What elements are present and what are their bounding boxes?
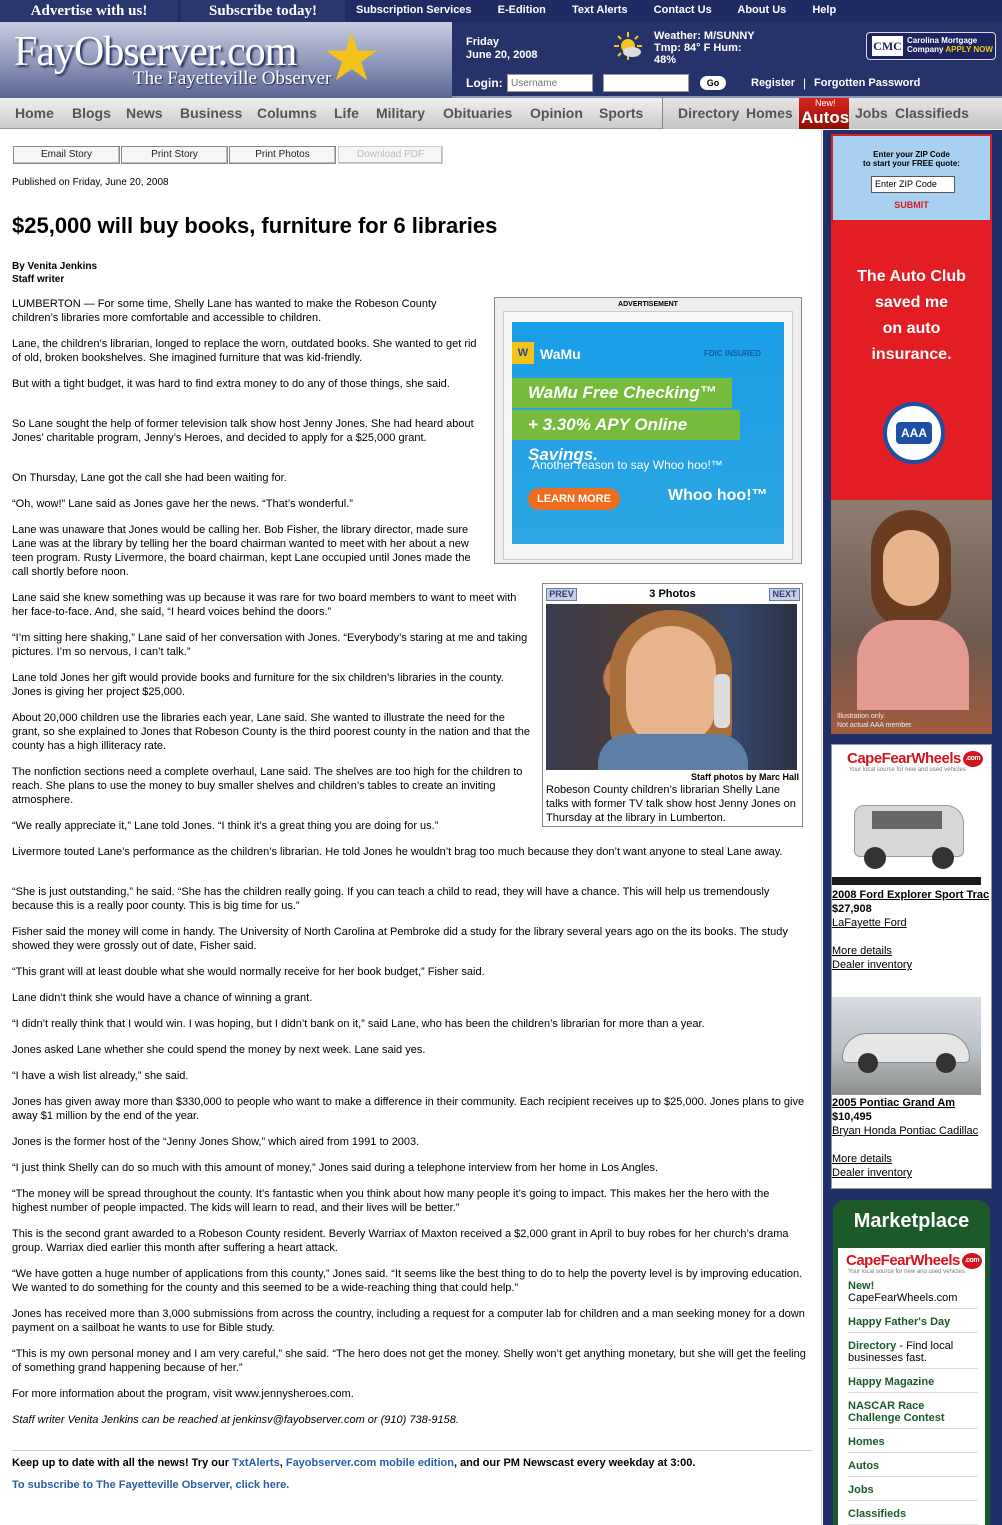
- whoo-hoo-text: Whoo hoo!™: [668, 487, 768, 504]
- car-wheel: [864, 847, 886, 869]
- wamu-logo-icon: W: [512, 342, 534, 364]
- article-paragraph: “This grant will at least double what she would normally receive for her book budget,” Fisher said.: [12, 966, 485, 978]
- mk-item-label: Classifieds: [848, 1508, 907, 1520]
- marketplace-item[interactable]: [848, 1316, 978, 1333]
- wamu-banner[interactable]: [512, 322, 784, 544]
- byline: [12, 260, 97, 286]
- car-dealer-link[interactable]: LaFayette Ford: [832, 917, 907, 929]
- marketplace-panel: [833, 1200, 990, 1525]
- woman-face: [883, 530, 939, 606]
- woman-shirt: [857, 620, 969, 710]
- car-listing-2: [832, 1096, 992, 1180]
- fdic-label: FDIC INSURED: [704, 349, 761, 358]
- car-price: $27,908: [832, 903, 872, 915]
- mk-item-label: Happy Father's Day: [848, 1316, 951, 1328]
- top-links: [356, 0, 859, 22]
- main-nav: [0, 98, 1002, 129]
- marketplace-item[interactable]: [848, 1340, 978, 1369]
- nav-jobs[interactable]: Jobs: [855, 105, 888, 121]
- weather-info: [654, 30, 755, 66]
- download-pdf-button: Download PDF: [338, 146, 443, 164]
- aaa-logo-text: AAA: [896, 422, 932, 444]
- masthead: [0, 22, 1002, 98]
- mk-item-desc: CapeFearWheels.com: [848, 1292, 958, 1304]
- nav-blogs[interactable]: Blogs: [72, 105, 111, 121]
- article-paragraph: Lane told Jones her gift would provide books and furniture for the six children’s libraries in the county. Jones is giving her project $25,000.: [12, 672, 504, 698]
- marketplace-item[interactable]: [848, 1280, 978, 1309]
- aaa-line2: saved me: [875, 294, 948, 311]
- article-paragraph: Jones has received more than 3,000 submissions from across the country, including a request for a computer lab for children and a man seeking money for a down payment on a sailboat he wants to use for Bible study.: [12, 1308, 805, 1334]
- article-paragraph: Lane, the children’s librarian, longed to replace the worn, outdated books. She wanted to get rid of old, broken bookshelves. She imagined furniture that was kid-friendly.: [12, 338, 477, 364]
- article-paragraph: “The money will be spread throughout the county. It’s fantastic when you think about how many people it’s going to impact. This makes her the hero with the highest number of people impacted. The kids will learn to read, and their lives will be better.”: [12, 1188, 770, 1214]
- aaa-note1: Illustration only.: [837, 713, 886, 720]
- help-link[interactable]: Help: [812, 4, 837, 16]
- article-paragraph: Lane didn’t think she would have a chance of winning a grant.: [12, 992, 313, 1004]
- nav-columns[interactable]: Columns: [257, 105, 317, 121]
- print-story-button[interactable]: Print Story: [121, 146, 228, 164]
- about-us-link[interactable]: About Us: [737, 4, 787, 16]
- car-window: [872, 811, 942, 829]
- pontiac-grand-am-photo[interactable]: [832, 997, 981, 1095]
- site-logo[interactable]: [0, 22, 452, 98]
- article-paragraph: Jones has given away more than $330,000 to people who want to make a difference in their community. Each recipient receives up to $25,000. Jones plans to give away $1 million by the end of the year.: [12, 1096, 805, 1122]
- article-paragraph: Staff writer Venita Jenkins can be reached at jenkinsv@fayobserver.com or (910) 738-9158.: [12, 1414, 459, 1426]
- learn-more-button[interactable]: LEARN MORE: [528, 488, 620, 510]
- logo-subtitle: The Fayetteville Observer: [133, 68, 332, 89]
- mortgage-line1: Carolina Mortgage: [907, 36, 978, 45]
- mk-item-label: Homes: [848, 1436, 885, 1448]
- email-story-button[interactable]: Email Story: [13, 146, 120, 164]
- marketplace-item[interactable]: [848, 1376, 978, 1393]
- marketplace-item[interactable]: [848, 1484, 978, 1501]
- car-photo-strip: [832, 877, 981, 885]
- librarian-photo[interactable]: [546, 604, 797, 770]
- weather-temp-humidity: Tmp: 84° F Hum:: [654, 42, 742, 54]
- zip-submit-button[interactable]: SUBMIT: [894, 200, 929, 210]
- article-paragraph: On Thursday, Lane got the call she had been waiting for.: [12, 472, 287, 484]
- article-paragraph: “I didn’t really think that I would win. I was hoping, but I didn’t bank on it,” said Lane, who has been the children’s librarian for more than a year.: [12, 1018, 705, 1030]
- newsletter-promo: [12, 1450, 812, 1469]
- mobile-edition-link[interactable]: Fayobserver.com mobile edition: [285, 1457, 454, 1469]
- print-photos-button[interactable]: Print Photos: [229, 146, 336, 164]
- marketplace-title: Marketplace: [853, 1210, 970, 1232]
- cfw-tagline: Your local source for new and used vehicles: [849, 767, 966, 773]
- marketplace-item[interactable]: [848, 1460, 978, 1477]
- promo-prefix: Keep up to date with all the news! Try our: [12, 1457, 233, 1469]
- ad-label: ADVERTISEMENT: [618, 301, 678, 308]
- dealer-inventory-link[interactable]: Dealer inventory: [832, 959, 913, 971]
- cfw-dotcom-icon: .com: [963, 751, 983, 767]
- article-paragraph: Jones is the former host of the “Jenny Jones Show,” which aired from 1991 to 2003.: [12, 1136, 420, 1148]
- top-bar: [0, 0, 1002, 22]
- password-input[interactable]: [603, 74, 689, 92]
- marketplace-item[interactable]: [848, 1436, 978, 1453]
- register-link[interactable]: Register: [751, 77, 796, 89]
- wamu-ad[interactable]: [494, 297, 802, 564]
- subscription-services-link[interactable]: Subscription Services: [356, 4, 472, 16]
- sunny-weather-icon: [612, 30, 644, 62]
- capefearwheels-logo[interactable]: [847, 750, 983, 767]
- separator: |: [803, 76, 807, 90]
- nav-home[interactable]: Home: [15, 105, 54, 121]
- nav-directory[interactable]: Directory: [678, 105, 740, 121]
- mk-item-label: New!: [848, 1280, 875, 1292]
- day-label: Friday: [466, 36, 500, 48]
- marketplace-item[interactable]: [848, 1400, 978, 1429]
- more-details-link[interactable]: More details: [832, 945, 892, 957]
- ford-explorer-photo[interactable]: [832, 789, 981, 887]
- mortgage-ad[interactable]: [866, 32, 996, 60]
- aaa-line4: insurance.: [871, 346, 952, 363]
- subscribe-click-link[interactable]: To subscribe to The Fayetteville Observer, click here.: [12, 1479, 290, 1491]
- article-paragraph: For more information about the program, visit www.jennysheroes.com.: [12, 1388, 354, 1400]
- article-paragraph: LUMBERTON — For some time, Shelly Lane has wanted to make the Robeson County children’s libraries more comfortable and accessible to children.: [12, 298, 437, 324]
- nav-business[interactable]: Business: [180, 105, 243, 121]
- mk-item-label: NASCAR Race Challenge Contest: [848, 1400, 945, 1424]
- sidebar: [823, 130, 1002, 1525]
- car-title-link[interactable]: 2005 Pontiac Grand Am: [832, 1097, 956, 1109]
- car-wheel: [932, 847, 954, 869]
- zip-quote-ad: [831, 134, 992, 222]
- txtalerts-link[interactable]: TxtAlerts: [232, 1457, 280, 1469]
- date-display: [466, 36, 538, 62]
- weather-condition: Weather: M/SUNNY: [654, 30, 755, 42]
- forgotten-password-link[interactable]: Forgotten Password: [814, 77, 921, 89]
- zip-title-line1: Enter your ZIP Code: [873, 150, 950, 159]
- nav-opinion[interactable]: Opinion: [530, 105, 583, 121]
- autos-label: Autos: [801, 108, 850, 127]
- car-listing-1: [832, 888, 992, 972]
- photo-caption: Robeson County children’s librarian Shelly Lane talks with former TV talk show host Jenny Jones on Thursday at the library in Lumberton.: [546, 784, 796, 824]
- logo-title: FayObserver.com: [14, 29, 297, 75]
- article-paragraph: “I’m sitting here shaking,” Lane said of her conversation with Jones. “Everybody’s staring at me and taking pictures. I’m so nervous, I can’t talk.”: [12, 632, 528, 658]
- star-icon: ★: [322, 22, 382, 94]
- nav-news[interactable]: News: [126, 105, 163, 121]
- marketplace-cfw-logo[interactable]: [846, 1252, 982, 1269]
- nav-military[interactable]: Military: [376, 105, 426, 121]
- article-paragraph: Lane said she knew something was up because it was rare for two board members to want to meet with her face-to-face. And, she said, “I heard voices behind the doors.”: [12, 592, 517, 618]
- marketplace-list: [838, 1248, 985, 1525]
- article-paragraph: Jones asked Lane whether she could spend the money by next week. Lane said yes.: [12, 1044, 426, 1056]
- free-checking-banner: WaMu Free Checking™: [512, 378, 732, 408]
- more-details-link[interactable]: More details: [832, 1153, 892, 1165]
- ad-frame: [503, 311, 793, 560]
- article-paragraph: “We have gotten a huge number of applications from this county,” Jones said. “It seems like the best thing to do to help the poverty level is by improving education. We wanted to do something for the county and this seemed to be a wide-reaching thing that could help.”: [12, 1268, 803, 1294]
- phone-icon: [714, 674, 730, 728]
- mk-item-label: Autos: [848, 1460, 880, 1472]
- article-paragraph: Fisher said the money will come in handy. The University of North Carolina at Pembroke did a study for the library several years ago on the its books. The study showed they were grossly out of date, Fisher said.: [12, 926, 788, 952]
- published-date: Published on Friday, June 20, 2008: [12, 177, 169, 188]
- nav-sports[interactable]: Sports: [599, 105, 644, 121]
- zip-code-input[interactable]: Enter ZIP Code: [871, 176, 955, 193]
- nav-life[interactable]: Life: [334, 105, 359, 121]
- photo-credit: Staff photos by Marc Hall: [690, 772, 799, 782]
- username-input[interactable]: [507, 74, 593, 92]
- article-paragraph: “We really appreciate it,” Lane told Jones. “I think it’s a great thing you are doing for us.”: [12, 820, 439, 832]
- mk-item-desc: - Find local businesses fast.: [848, 1340, 954, 1364]
- cfw-dotcom-icon: .com: [962, 1253, 982, 1269]
- aaa-line1: The Auto Club: [857, 268, 966, 285]
- car-dealer-link[interactable]: Bryan Honda Pontiac Cadillac: [832, 1125, 979, 1137]
- photo-count: 3 Photos: [649, 588, 696, 600]
- contact-us-link[interactable]: Contact Us: [653, 4, 712, 16]
- capefearwheels-ad: [831, 744, 992, 1189]
- article-paragraph: This is the second grant awarded to a Robeson County resident. Beverly Warriax of Maxton received a $2,000 grant in April to buy robes for her church’s drama group. Warriax died earlier this month after suffering a heart attack.: [12, 1228, 789, 1254]
- date-label: June 20, 2008: [466, 49, 538, 61]
- aaa-note2: Not actual AAA member.: [837, 722, 913, 729]
- cfw-logo-text: CapeFearWheels: [847, 750, 961, 767]
- nav-autos[interactable]: [799, 98, 849, 129]
- autos-new-badge: New!: [815, 98, 836, 108]
- text-alerts-link[interactable]: Text Alerts: [571, 4, 628, 16]
- mk-item-label: Jobs: [848, 1484, 874, 1496]
- nav-homes[interactable]: Homes: [746, 105, 793, 121]
- wamu-brand: WaMu: [540, 346, 581, 362]
- next-photo-button[interactable]: NEXT: [769, 588, 800, 601]
- article-paragraph: “Oh, wow!” Lane said as Jones gave her the news. “That’s wonderful.”: [12, 498, 353, 510]
- article-paragraph: “This is my own personal money and I am very careful,” she said. “The hero does not get the money. Shelly won’t get anything monetary, but she will get the feeling of something grand happening because of her.”: [12, 1348, 806, 1374]
- aaa-disclaimer: [837, 712, 913, 730]
- car-wheel: [936, 1053, 956, 1073]
- online-savings-banner: + 3.30% APY Online Savings.: [512, 410, 740, 440]
- aaa-ad[interactable]: [831, 222, 992, 500]
- subscribe-link[interactable]: Subscribe today!: [181, 0, 345, 22]
- article-paragraph: The nonfiction sections need a complete overhaul, Lane said. The shelves are too high for the children to reach. She plans to use the money to buy smaller shelves and children’s tables to create an inviting atmosphere.: [12, 766, 523, 806]
- article-paragraph: But with a tight budget, it was hard to find extra money to do any of those things, she said.: [12, 378, 450, 390]
- go-button[interactable]: Go: [700, 76, 726, 90]
- photo-gallery: [542, 583, 803, 827]
- car-wheel: [858, 1053, 878, 1073]
- mortgage-logo-icon: CMC: [872, 36, 903, 56]
- mortgage-apply: APPLY NOW: [945, 45, 993, 54]
- cfw-tagline: Your local source for new and used vehicles: [848, 1269, 965, 1275]
- mk-item-label: Happy Magazine: [848, 1376, 935, 1388]
- weather-humidity-value: 48%: [654, 54, 677, 66]
- e-edition-link[interactable]: E-Edition: [497, 4, 546, 16]
- article-paragraph: “She is just outstanding,” he said. “She has the children really going. If you can teach a child to read, they will have a chance. This will help us tremendously because this is a really poor county. This is big time for us.”: [12, 886, 770, 912]
- article-paragraph: “I have a wish list already,” she said.: [12, 1070, 189, 1082]
- mortgage-line2: Company: [907, 45, 944, 54]
- login-label: Login:: [466, 76, 503, 90]
- prev-photo-button[interactable]: PREV: [546, 588, 577, 601]
- article-paragraph: “I just think Shelly can do so much with this amount of money,” Jones said during a telephone interview from her home in Los Angles.: [12, 1162, 659, 1174]
- zip-title-line2: to start your FREE quote:: [863, 159, 960, 168]
- promo-separator: ,: [279, 1457, 286, 1469]
- photo-face: [626, 626, 716, 746]
- article-area: [0, 130, 822, 1525]
- nav-obituaries[interactable]: Obituaries: [443, 105, 513, 121]
- advertise-link[interactable]: Advertise with us!: [0, 0, 178, 22]
- byline-role: Staff writer: [12, 274, 65, 285]
- aaa-ad-photo[interactable]: [831, 500, 992, 734]
- article-paragraph: So Lane sought the help of former television talk show host Jenny Jones. She had heard about Jones’ charitable program, Jenny’s Heroes, and decided to apply for a $25,000 grant.: [12, 418, 474, 444]
- nav-classifieds[interactable]: Classifieds: [895, 105, 969, 121]
- article-paragraph: Livermore touted Lane’s performance as the children’s librarian. He told Jones he wouldn’t brag too much because they don’t want anyone to steal Lane away.: [12, 846, 783, 858]
- promo-suffix: , and our PM Newscast every weekday at 3:00.: [453, 1457, 696, 1469]
- byline-author: By Venita Jenkins: [12, 261, 98, 272]
- aaa-logo-icon: [883, 402, 945, 464]
- article-paragraph: Lane was unaware that Jones would be calling her. Bob Fisher, the library director, made sure Lane was at the library by telling her the board chairman wanted to meet with her about a new teen program. Rusty Livermore, the board chairman, kept Lane occupied until Jones made the call shortly before noon.: [12, 524, 471, 578]
- article-paragraph: About 20,000 children use the libraries each year, Lane said. She wanted to illustrate the need for the grant, so she explained to Jones that Robeson County is the third poorest county in the nation and that the county has a high illiteracy rate.: [12, 712, 530, 752]
- car-title-link[interactable]: 2008 Ford Explorer Sport Trac: [832, 889, 990, 901]
- article-headline: $25,000 will buy books, furniture for 6 libraries: [12, 213, 498, 238]
- cfw-logo-text: CapeFearWheels: [846, 1252, 960, 1269]
- dealer-inventory-link[interactable]: Dealer inventory: [832, 1167, 913, 1179]
- ad-tagline: Another reason to say Whoo hoo!™: [532, 458, 723, 472]
- aaa-line3: on auto: [882, 320, 941, 337]
- car-price: $10,495: [832, 1111, 872, 1123]
- mk-item-label: Directory: [848, 1340, 897, 1352]
- marketplace-item[interactable]: [848, 1508, 978, 1525]
- photo-shirt: [598, 734, 748, 770]
